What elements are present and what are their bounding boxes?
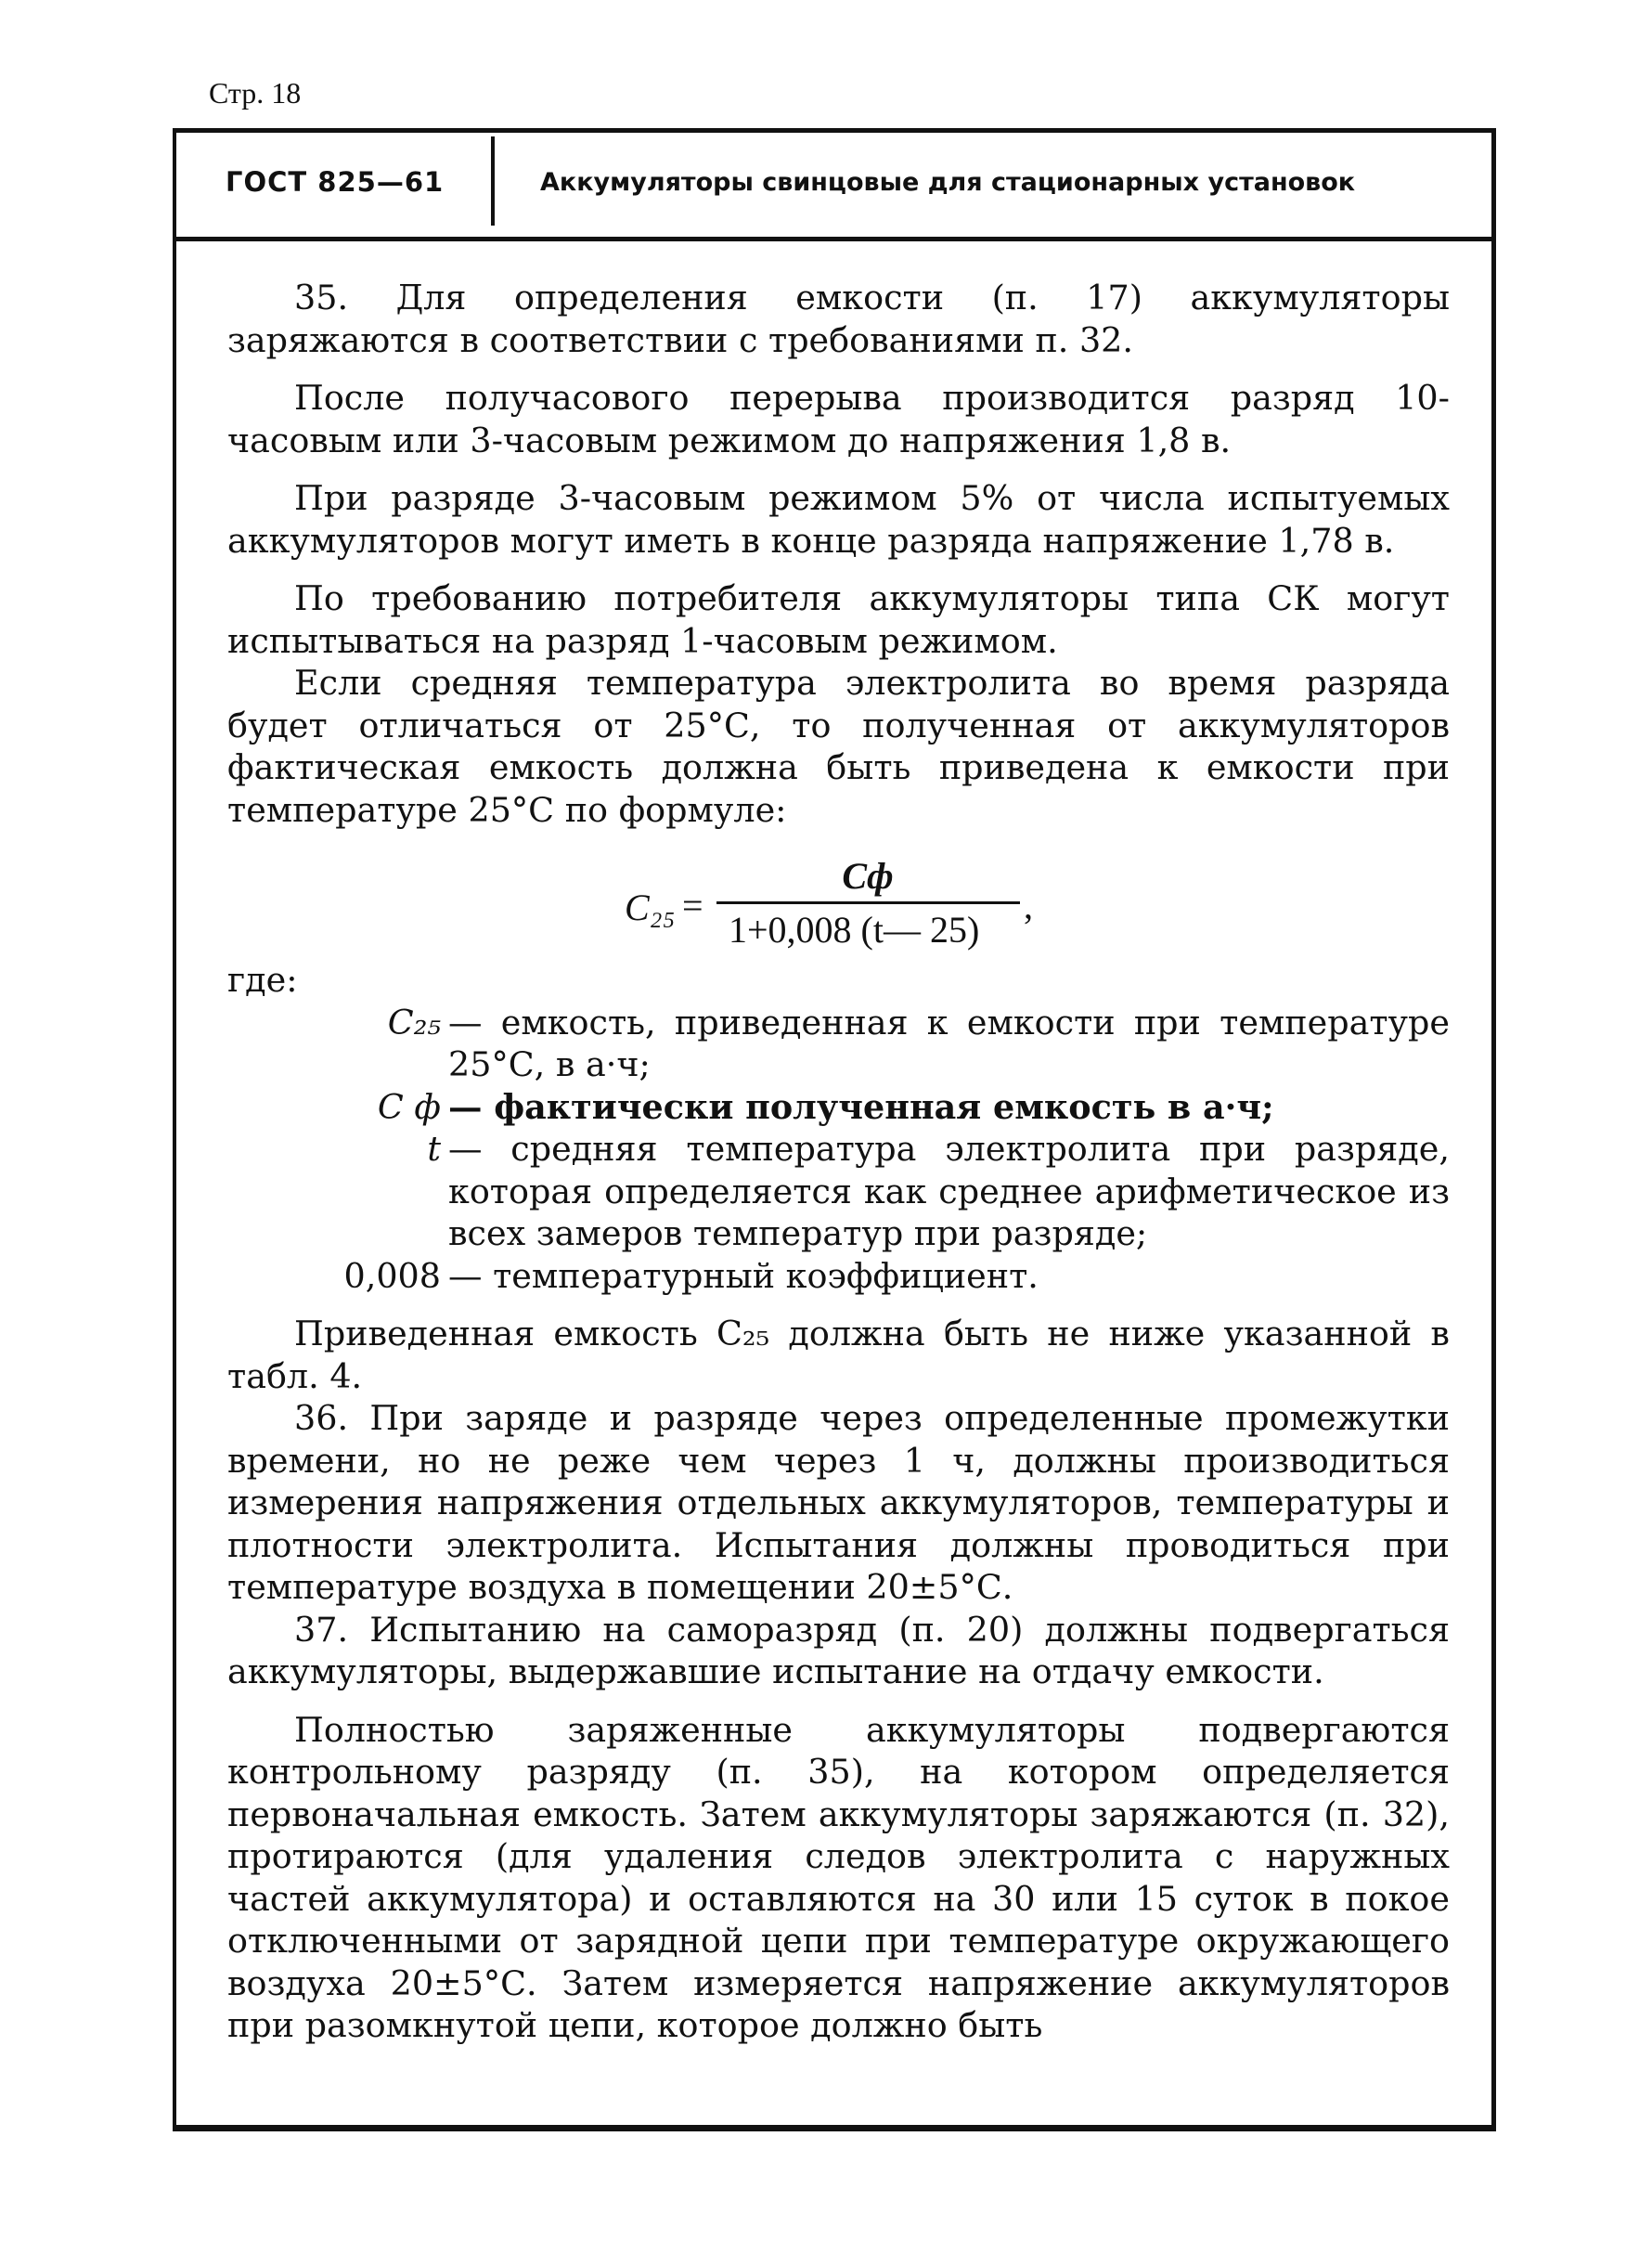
formula-lhs: C₂₅ bbox=[625, 887, 676, 928]
paragraph-35-3: При разряде 3-часовым режимом 5% от числа испытуемых аккумуляторов могут иметь в конце разряда напряжение 1,78 в. bbox=[227, 478, 1450, 561]
formula-denominator: 1+0,008 (t— 25) bbox=[729, 909, 980, 951]
definition-row bbox=[227, 1086, 1450, 1129]
definition-row bbox=[227, 1255, 1450, 1298]
paragraph-37-2: Полностью заряженные аккумуляторы подвергаются контрольному разряду (п. 35), на котором определяется первоначальная емкость. Затем аккумуляторы заряжаются (п. 32), протираются (для удаления следов электролита с наружных частей аккумулятора) и оставляются на 30 или 15 суток в покое отключенными от зарядной цепи при температуре окружающего воздуха 20±5°С. Затем измеряется напряжение аккумуляторов при разомкнутой цепи, которое должно быть bbox=[227, 1709, 1450, 2045]
fraction-bar bbox=[716, 901, 1020, 904]
definition-symbol: 0,008 bbox=[343, 1255, 441, 1296]
paragraph-35-2: После получасового перерыва производится разряд 10-часовым или 3-часовым режимом до напряжения 1,8 в. bbox=[227, 378, 1450, 460]
header-divider bbox=[491, 136, 495, 226]
definition-symbol: C₂₅ bbox=[387, 1002, 441, 1042]
page-frame bbox=[173, 128, 1496, 2131]
paragraph-35-1: 35. Для определения емкости (п. 17) аккумуляторы заряжаются в соответствии с требованиями п. 32. bbox=[227, 278, 1450, 360]
definition-text: — фактически полученная емкость в а·ч; bbox=[448, 1086, 1274, 1127]
where-label: где: bbox=[227, 960, 298, 1000]
paragraph-36: 36. При заряде и разряде через определенные промежутки времени, но не реже чем через 1 ч, должны производиться измерения напряжения отдельных аккумуляторов, температуры и плотности электролита. Испытания должны проводиться при температуре воздуха в помещении 20±5°С. bbox=[227, 1398, 1450, 1607]
formula-equals: = bbox=[682, 885, 703, 926]
definition-symbol: t bbox=[427, 1129, 441, 1169]
paragraph-35-6: Приведенная емкость C₂₅ должна быть не ниже указанной в табл. 4. bbox=[227, 1314, 1450, 1396]
standard-code: ГОСТ 825—61 bbox=[226, 166, 445, 198]
formula-numerator: Cф bbox=[842, 855, 894, 897]
capacity-formula bbox=[227, 855, 1450, 959]
page-number: Стр. 18 bbox=[209, 76, 302, 110]
definition-row bbox=[227, 1002, 1450, 1086]
definition-row bbox=[227, 1128, 1450, 1255]
definition-symbol: C ф bbox=[377, 1086, 441, 1127]
paragraph-35-5: Если средняя температура электролита во время разряда будет отличаться от 25°С, то полученная от аккумуляторов фактическая емкость должна быть приведена к емкости при температуре 25°С по формуле: bbox=[227, 663, 1450, 830]
definition-text: — температурный коэффициент. bbox=[448, 1255, 1039, 1296]
paragraph-35-4: По требованию потребителя аккумуляторы типа СК могут испытываться на разряд 1-часовым режимом. bbox=[227, 578, 1450, 661]
header-bar bbox=[176, 133, 1491, 241]
definition-text: — емкость, приведенная к емкости при температуре 25°С, в а·ч; bbox=[448, 1002, 1450, 1084]
formula-comma: , bbox=[1024, 885, 1033, 926]
definition-text: — средняя температура электролита при разряде, которая определяется как среднее арифметическое из всех замеров температур при разряде; bbox=[448, 1129, 1450, 1253]
document-title: Аккумуляторы свинцовые для стационарных установок bbox=[540, 168, 1356, 197]
paragraph-37-1: 37. Испытанию на саморазряд (п. 20) должны подвергаться аккумуляторы, выдержавшие испытание на отдачу емкости. bbox=[227, 1609, 1450, 1691]
document-body bbox=[227, 277, 1450, 2047]
